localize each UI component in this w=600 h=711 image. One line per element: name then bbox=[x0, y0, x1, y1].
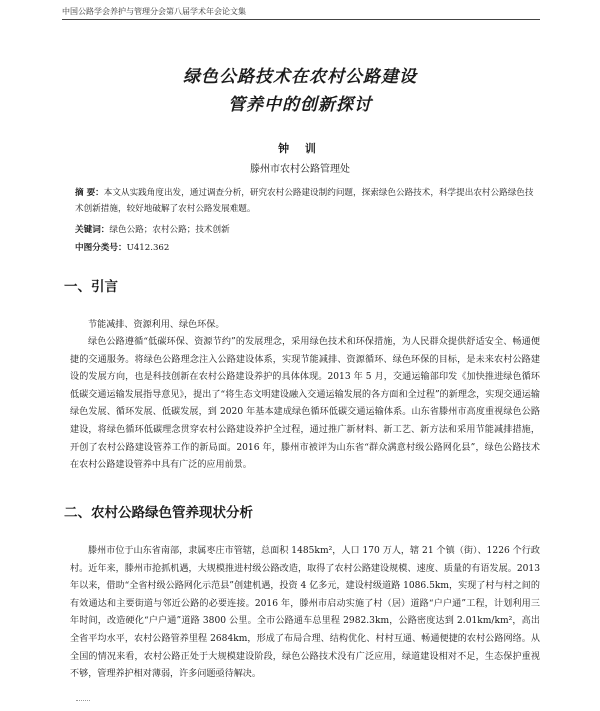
page-bottom-mark bbox=[76, 700, 90, 702]
keywords-text: 绿色公路；农村公路；技术创新 bbox=[109, 225, 230, 235]
intro-paragraph-1: 节能减排、资源利用、绿色环保。 bbox=[88, 320, 225, 330]
abstract-label: 摘 要： bbox=[75, 188, 104, 198]
abstract bbox=[75, 185, 535, 217]
paper-title-line-2: 管养中的创新探讨 bbox=[228, 95, 372, 115]
classification-number bbox=[75, 240, 535, 256]
section-heading-status-analysis: 二、农村公路绿色管养现状分析 bbox=[64, 505, 253, 521]
author-name: 钟 训 bbox=[278, 142, 322, 155]
keywords-label: 关键词： bbox=[75, 225, 110, 235]
intro-paragraph-2: 绿色公路遵循“低碳环保、资源节约”的发展理念，采用绿色技术和环保措施，为人民群众提供舒适安全、畅通便捷的交通服务。将绿色公路理念注入公路建设体系，实现节能减排、资源循环、绿色环保的目标，是未来农村公路建设的发展方向，也是科技创新在农村公路建设养护的具体体现。2013 年 5 月，交通运输部印发《加快推进绿色循环低碳交通运输发展指导意见》，提出了“将生态文明建设融入交通运输发展的各方面和全过程”的新理念，实现交通运输绿色发展、循环发展、低碳发展，到 2020 年基本建成绿色循环低碳交通运输体系。山东省滕州市高度重视绿色公路建设，将绿色循环低碳理念贯穿农村公路建设养护全过程，通过推广新材料、新工艺、新方法和采用节能减排措施，开创了农村公路建设管养工作的新局面。2016 年，滕州市被评为山东省“群众满意村级公路网化县”，绿色公路技术在农村公路建设管养中具有广泛的应用前景。 bbox=[70, 337, 540, 471]
running-header: 中国公路学会养护与管理分会第八届学术年会论文集 bbox=[62, 6, 540, 20]
abstract-text: 本文从实践角度出发，通过调查分析，研究农村公路建设制约问题，探索绿色公路技术，科学提出农村公路绿色技术创新措施，较好地破解了农村公路发展难题。 bbox=[75, 188, 534, 214]
keywords bbox=[75, 222, 535, 238]
section-heading-introduction: 一、引言 bbox=[64, 279, 118, 295]
paper-title-line-1: 绿色公路技术在农村公路建设 bbox=[183, 67, 417, 87]
status-paragraph-1: 滕州市位于山东省南部，隶属枣庄市管辖，总面积 1485km²，人口 170 万人，辖 21 个镇（街）、1226 个行政村。近年来，滕州市抢抓机遇，大规模推进村级公路改造，取得了农村公路建设规模、速度、质量的有语发展。2013 年以来，借助“全省村级公路网化示范县”创建机遇，投资 4 亿多元，建设村级道路 1086.5km，实现了村与村之间的有效通达和主要街道与邻近公路的必要连接。2016 年，滕州市启动实施了村（居）道路“户户通”工程，计划利用三年时间，改造硬化“户户通”道路 3800 公里。全市公路通车总里程 2982.3km，公路密度达到 2.01km/km²，高出全省平均水平，农村公路管养里程 2684km，形成了布局合理、结构优化、村村互通、畅通便捷的农村公路网络。从全国的情况来看，农村公路正处于大规模建设阶段，绿色公路技术没有广泛应用，绿道建设相对不足，生态保护重视不够，管理养护相对薄弱，许多问题亟待解决。 bbox=[70, 546, 540, 680]
classification-label: 中图分类号： bbox=[75, 243, 127, 253]
author-affiliation: 滕州市农村公路管理处 bbox=[250, 164, 350, 175]
classification-text: U412.362 bbox=[126, 243, 170, 253]
